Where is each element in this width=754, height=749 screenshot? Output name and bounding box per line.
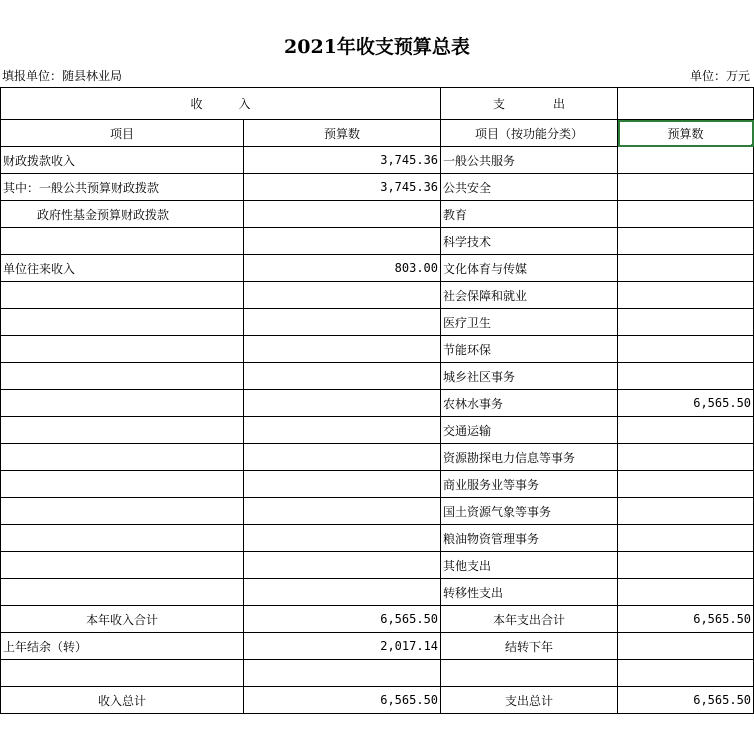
expense-item-cell[interactable]: 社会保障和就业	[441, 282, 618, 309]
expense-value-cell[interactable]	[618, 498, 754, 525]
table-row	[1, 147, 754, 174]
expense-value-cell[interactable]	[618, 282, 754, 309]
expense-value-cell[interactable]	[618, 471, 754, 498]
expense-item-cell[interactable]: 文化体育与传媒	[441, 255, 618, 282]
expense-item-cell[interactable]: 医疗卫生	[441, 309, 618, 336]
year-income-value[interactable]: 6,565.50	[244, 606, 441, 633]
income-item-cell[interactable]	[1, 552, 244, 579]
expense-item-cell[interactable]: 国土资源气象等事务	[441, 498, 618, 525]
expense-total-label[interactable]: 支出总计	[441, 687, 618, 714]
income-item-cell[interactable]	[1, 525, 244, 552]
table-row	[1, 552, 754, 579]
expense-item-cell[interactable]: 其他支出	[441, 552, 618, 579]
expense-total-value[interactable]: 6,565.50	[618, 687, 754, 714]
table-row	[1, 417, 754, 444]
table-row	[1, 174, 754, 201]
income-value-cell[interactable]	[244, 579, 441, 606]
last-year-label[interactable]: 上年结余（转）	[1, 633, 244, 660]
income-item-cell[interactable]	[1, 417, 244, 444]
table-row	[1, 282, 754, 309]
expense-value-cell[interactable]	[618, 255, 754, 282]
expense-item-cell[interactable]: 节能环保	[441, 336, 618, 363]
expense-value-cell[interactable]	[618, 201, 754, 228]
expense-item-cell[interactable]: 粮油物资管理事务	[441, 525, 618, 552]
grand-total-row	[1, 687, 754, 714]
table-row	[1, 471, 754, 498]
income-value-cell[interactable]: 803.00	[244, 255, 441, 282]
carry-next-value[interactable]	[618, 633, 754, 660]
expense-value-cell[interactable]	[618, 363, 754, 390]
year-total-row	[1, 606, 754, 633]
income-value-cell[interactable]	[244, 228, 441, 255]
expense-value-cell[interactable]	[618, 579, 754, 606]
income-item-cell[interactable]	[1, 282, 244, 309]
income-item-cell[interactable]	[1, 336, 244, 363]
expense-item-cell[interactable]: 资源勘探电力信息等事务	[441, 444, 618, 471]
carry-next-label[interactable]: 结转下年	[441, 633, 618, 660]
income-total-value[interactable]: 6,565.50	[244, 687, 441, 714]
income-value-cell[interactable]	[244, 417, 441, 444]
expense-value-cell[interactable]	[618, 444, 754, 471]
expense-item-cell[interactable]: 商业服务业等事务	[441, 471, 618, 498]
income-value-cell[interactable]	[244, 201, 441, 228]
income-item-cell[interactable]: 单位往来收入	[1, 255, 244, 282]
expense-group-header[interactable]: 支 出	[441, 88, 618, 120]
income-value-cell[interactable]	[244, 552, 441, 579]
expense-value-cell[interactable]	[618, 336, 754, 363]
expense-value-cell[interactable]	[618, 309, 754, 336]
col-header-budget[interactable]: 预算数	[244, 120, 441, 147]
expense-item-cell[interactable]: 科学技术	[441, 228, 618, 255]
expense-item-cell[interactable]: 城乡社区事务	[441, 363, 618, 390]
income-value-cell[interactable]	[244, 471, 441, 498]
year-expense-value[interactable]: 6,565.50	[618, 606, 754, 633]
income-item-cell[interactable]	[1, 390, 244, 417]
year-income-label[interactable]: 本年收入合计	[1, 606, 244, 633]
expense-item-cell[interactable]: 公共安全	[441, 174, 618, 201]
income-item-cell[interactable]: 财政拨款收入	[1, 147, 244, 174]
income-value-cell[interactable]	[244, 282, 441, 309]
income-group-header[interactable]: 收 入	[1, 88, 441, 120]
col-header-budget-selected[interactable]: 预算数	[618, 120, 754, 147]
income-item-cell[interactable]	[1, 309, 244, 336]
income-value-cell[interactable]	[244, 444, 441, 471]
expense-value-cell[interactable]	[618, 417, 754, 444]
income-item-cell[interactable]	[1, 471, 244, 498]
expense-value-cell[interactable]	[618, 552, 754, 579]
expense-value-cell[interactable]	[618, 228, 754, 255]
table-row	[1, 255, 754, 282]
budget-table	[0, 87, 754, 714]
empty-cell[interactable]	[441, 660, 618, 687]
table-row	[1, 579, 754, 606]
income-value-cell[interactable]	[244, 525, 441, 552]
table-row	[1, 444, 754, 471]
page-title: 2021年收支预算总表	[284, 36, 470, 58]
col-header-item[interactable]: 项目	[1, 120, 244, 147]
table-row	[1, 309, 754, 336]
unit-label: 单位：万元	[689, 69, 750, 83]
income-item-cell[interactable]	[1, 444, 244, 471]
income-value-cell[interactable]	[244, 309, 441, 336]
reporting-unit: 填报单位：随县林业局	[2, 69, 123, 83]
table-row	[1, 363, 754, 390]
table-row	[1, 498, 754, 525]
income-value-cell[interactable]	[244, 336, 441, 363]
expense-item-cell[interactable]: 教育	[441, 201, 618, 228]
income-item-cell[interactable]: 政府性基金预算财政拨款	[1, 201, 244, 228]
income-item-cell[interactable]	[1, 579, 244, 606]
expense-value-cell[interactable]: 6,565.50	[618, 390, 754, 417]
table-row	[1, 228, 754, 255]
empty-cell[interactable]	[1, 660, 244, 687]
expense-item-cell[interactable]: 转移性支出	[441, 579, 618, 606]
table-row	[1, 201, 754, 228]
col-header-item-func[interactable]: 项目（按功能分类）	[441, 120, 618, 147]
income-value-cell[interactable]: 3,745.36	[244, 147, 441, 174]
expense-item-cell[interactable]: 交通运输	[441, 417, 618, 444]
expense-value-cell[interactable]	[618, 174, 754, 201]
income-total-label[interactable]: 收入总计	[1, 687, 244, 714]
income-value-cell[interactable]	[244, 498, 441, 525]
empty-cell[interactable]	[618, 660, 754, 687]
expense-item-cell[interactable]: 农林水事务	[441, 390, 618, 417]
income-item-cell[interactable]	[1, 363, 244, 390]
empty-cell[interactable]	[244, 660, 441, 687]
income-item-cell[interactable]	[1, 228, 244, 255]
income-item-cell[interactable]	[1, 498, 244, 525]
blank-row	[1, 660, 754, 687]
expense-item-cell[interactable]: 一般公共服务	[441, 147, 618, 174]
table-row	[1, 525, 754, 552]
income-value-cell[interactable]: 3,745.36	[244, 174, 441, 201]
income-item-cell[interactable]: 其中：一般公共预算财政拨款	[1, 174, 244, 201]
empty-cell[interactable]	[618, 88, 754, 120]
expense-value-cell[interactable]	[618, 525, 754, 552]
group-header-row	[1, 88, 754, 120]
income-value-cell[interactable]	[244, 363, 441, 390]
year-expense-label[interactable]: 本年支出合计	[441, 606, 618, 633]
table-row	[1, 390, 754, 417]
last-year-value[interactable]: 2,017.14	[244, 633, 441, 660]
expense-value-cell[interactable]	[618, 147, 754, 174]
income-value-cell[interactable]	[244, 390, 441, 417]
carryover-row	[1, 633, 754, 660]
table-row	[1, 336, 754, 363]
column-header-row	[1, 120, 754, 147]
